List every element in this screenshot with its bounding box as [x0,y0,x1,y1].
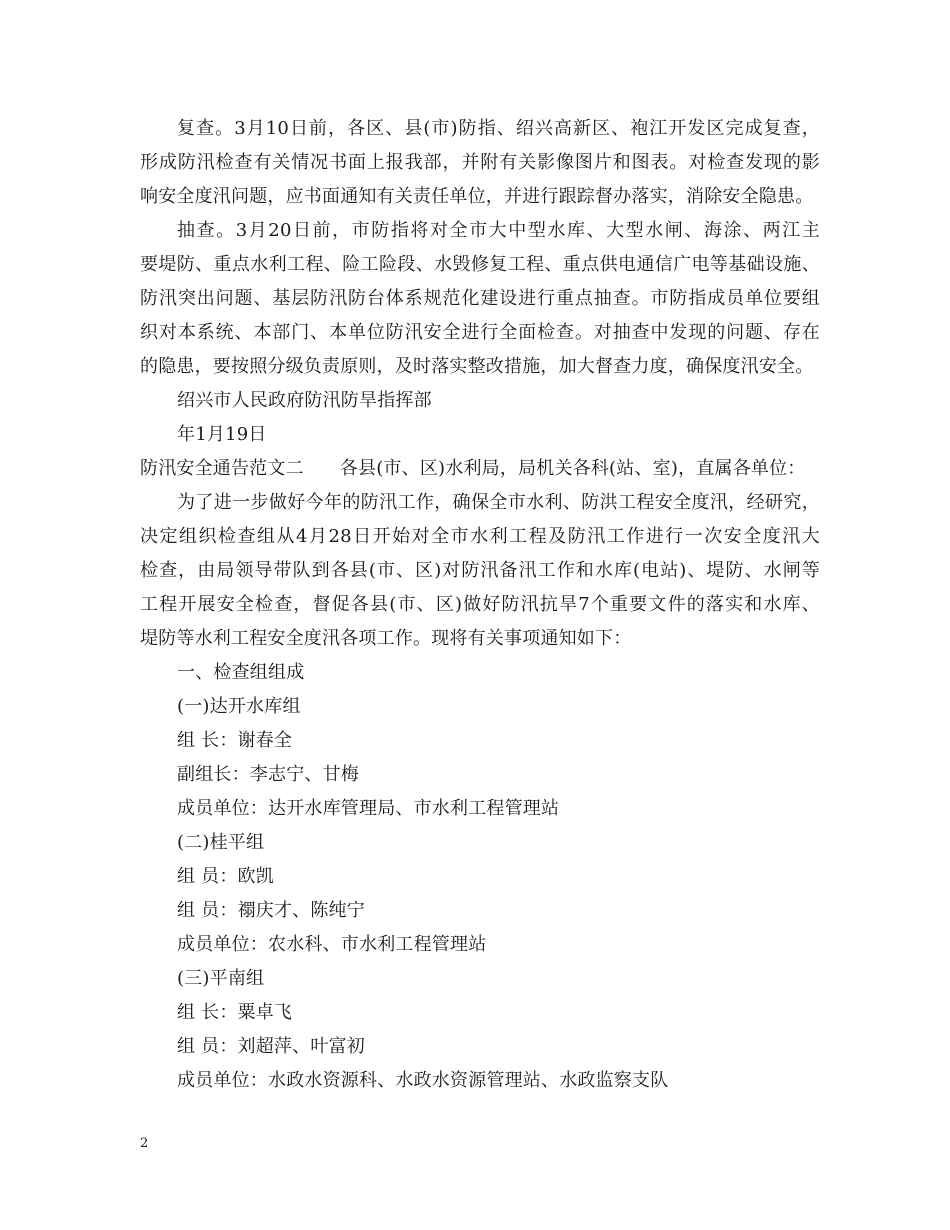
paragraph-line: 复查。3月10日前，各区、县(市)防指、绍兴高新区、袍江开发区完成复查， [177,118,820,139]
document-body [140,112,820,1098]
signature-date: 年1月19日 [177,424,267,445]
paragraph-line: 为了进一步做好今年的防汛工作，确保全市水利、防洪工程安全度汛，经研究， [177,492,820,513]
paragraph-line: 堤防等水利工程安全度汛各项工作。现将有关事项通知如下： [140,628,632,649]
list-heading: 一、检查组组成 [177,662,305,683]
paragraph-line: 形成防汛检查有关情况书面上报我部，并附有关影像图片和图表。对检查发现的影 [140,152,820,173]
list-item: 组 长：谢春全 [177,730,293,751]
paragraph-line: 决定组织检查组从4月28日开始对全市水利工程及防汛工作进行一次安全度汛大 [140,526,820,547]
group-heading: (三)平南组 [177,968,265,989]
list-item: 副组长：李志宁、甘梅 [177,764,359,785]
signature-organization: 绍兴市人民政府防汛防旱指挥部 [177,390,432,411]
list-item: 成员单位：农水科、市水利工程管理站 [177,934,487,955]
paragraph-line: 工程开展安全检查，督促各县(市、区)做好防汛抗旱7个重要文件的落实和水库、 [140,594,820,615]
list-item: 组 员：禤庆才、陈纯宁 [177,900,365,921]
list-item: 组 长：粟卓飞 [177,1002,293,1023]
list-item: 成员单位：达开水库管理局、市水利工程管理站 [177,798,560,819]
paragraph-line: 抽查。3月20日前，市防指将对全市大中型水库、大型水闸、海涂、两江主 [177,220,820,241]
paragraph-line: 的隐患，要按照分级负责原则，及时落实整改措施，加大督查力度，确保度汛安全。 [140,356,814,377]
addressee: 各县(市、区)水利局，局机关各科(站、室)，直属各单位： [339,458,806,479]
list-item: 成员单位：水政水资源科、水政水资源管理站、水政监察支队 [177,1070,669,1091]
list-item: 组 员：刘超萍、叶富初 [177,1036,365,1057]
paragraph-line: 响安全度汛问题，应书面通知有关责任单位，并进行跟踪督办落实，消除安全隐患。 [140,186,814,207]
paragraph-line: 织对本系统、本部门、本单位防汛安全进行全面检查。对抽查中发现的问题、存在 [140,322,820,343]
list-item: 组 员：欧凯 [177,866,274,887]
section-title: 防汛安全通告范文二 [140,458,304,479]
page-number: 2 [140,1136,149,1151]
group-heading: (二)桂平组 [177,832,265,853]
paragraph-line: 检查，由局领导带队到各县(市、区)对防汛备汛工作和水库(电站)、堤防、水闸等 [140,560,820,581]
paragraph-line: 要堤防、重点水利工程、险工险段、水毁修复工程、重点供电通信广电等基础设施、 [140,254,820,275]
paragraph-line: 防汛突出问题、基层防汛防台体系规范化建设进行重点抽查。市防指成员单位要组 [140,288,820,309]
group-heading: (一)达开水库组 [177,696,301,717]
section-heading-line [140,452,820,486]
